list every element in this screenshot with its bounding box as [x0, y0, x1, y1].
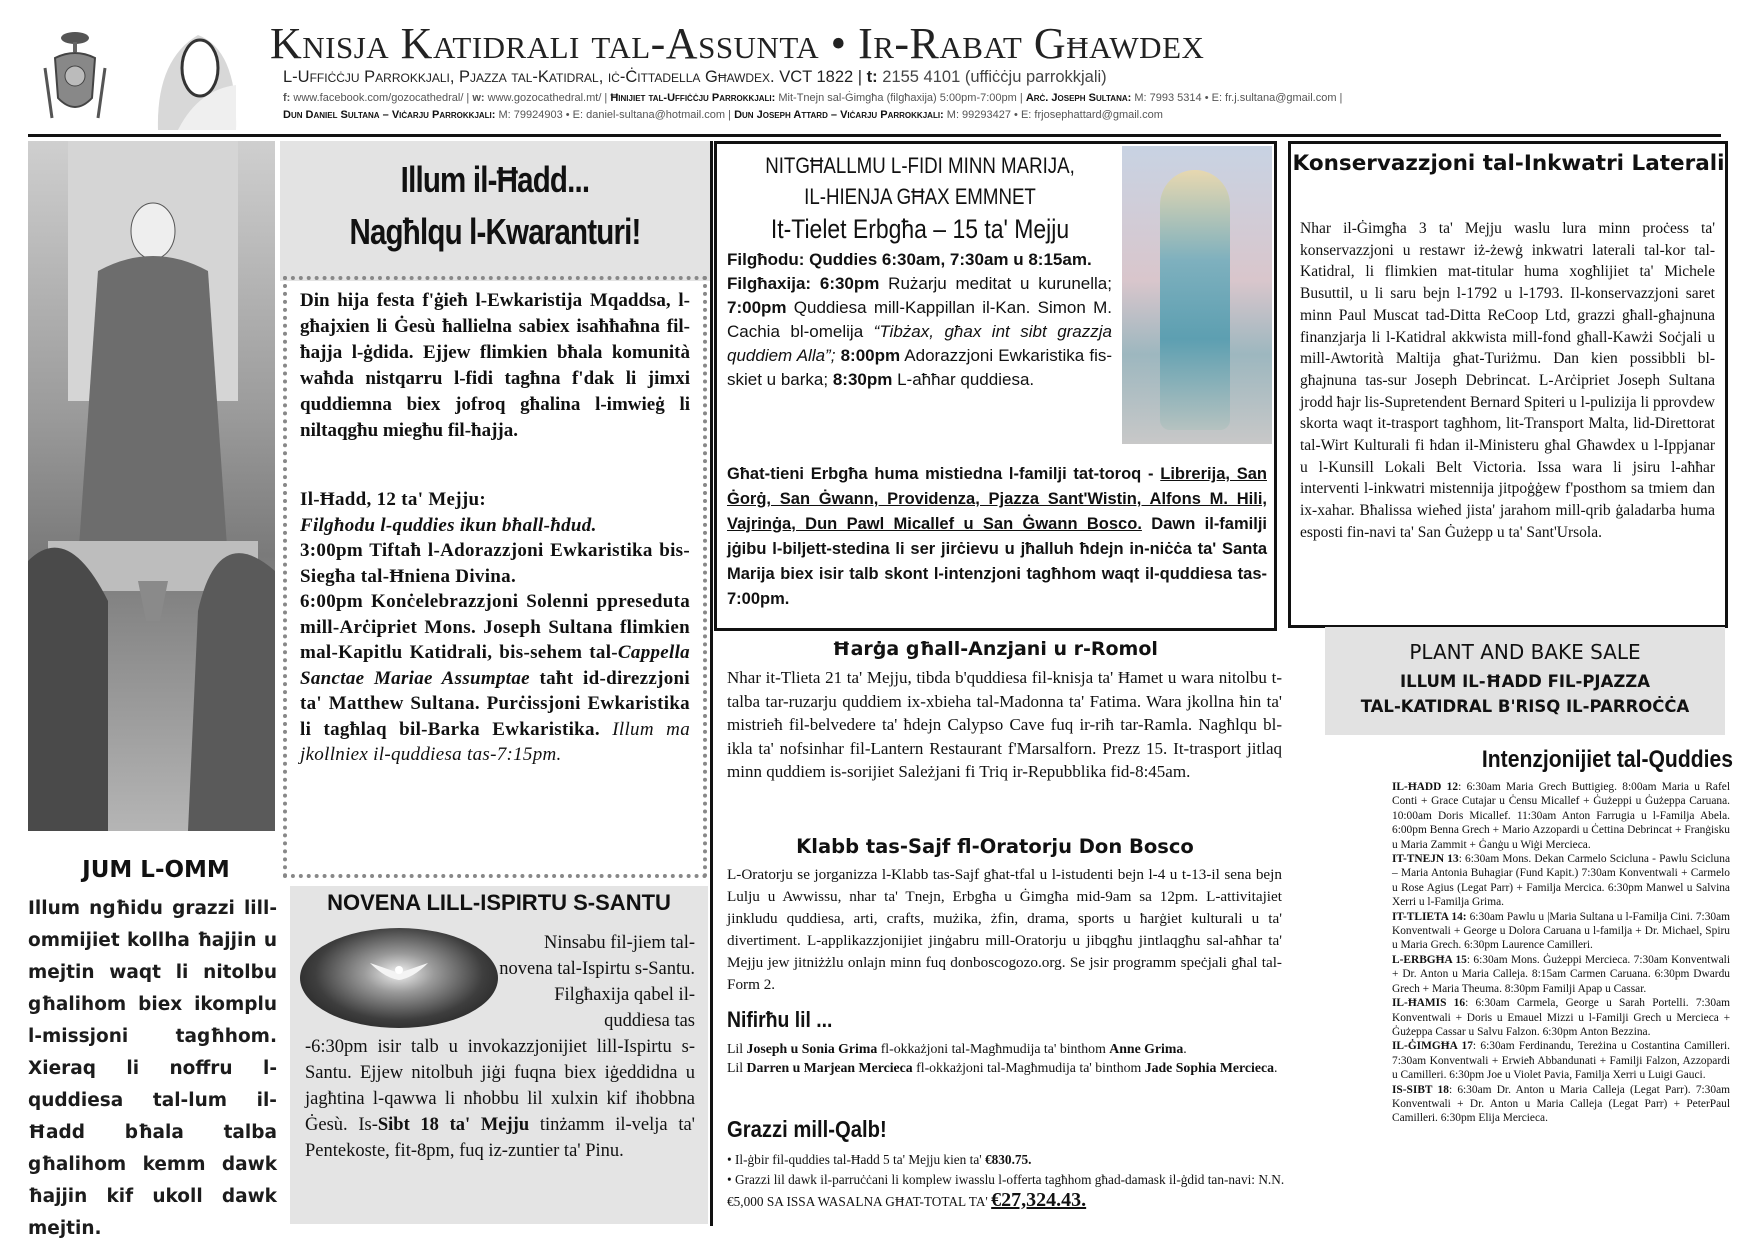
- intention-day: [1392, 1039, 1730, 1082]
- vicars-line: Dun Daniel Sultana – Viċarju Parrokkjali: M: 79924903 • E: daniel-sultana@hotmail.com | Dun Joseph Attard – Viċarju Parrokkjali: M: 99293427 • E: frjosephattard@gmail.com: [283, 109, 1163, 121]
- marija-invitation: [727, 462, 1267, 612]
- marija-date: It-Tielet Erbgħa – 15 ta' Mejju: [770, 214, 1070, 244]
- mass-text: Quddiesa mill-Kappillan il-Kan. Simon M. Cachia bl-omelija: [727, 298, 1112, 341]
- veiled-figure-icon: [138, 30, 256, 130]
- mass-intentions-title: Intenzjonijiet tal-Quddies: [1481, 746, 1733, 773]
- congrats-prefix: Lil: [727, 1041, 747, 1056]
- day-label: IL-ĠIMGĦA 17: [1392, 1040, 1473, 1053]
- kwaranturi-item-6pm: [300, 589, 690, 768]
- konservazzjoni-text: Nhar il-Ġimgħa 3 ta' Mejju waslu lura minn proċess ta' konservazzjoni u restawr iż-żewġ inkwatri laterali tal-kor tal-Katidral, li flimkien mat-titular huma xogħlijiet ta' Michele Busuttil, u li saru bejn l-1792 u l-1793. Il-konservazzjoni saret minn Paul Muscat tad-Ditta ReCoop Ltd, grazzi għall-għajnuna finanzjarja li l-Katidral akkwista mill-fond għall-Kawżi Soċjali u mill-Awtorità Maltija għat-Turiżmu. Dan kien possibbli bl-għajnuna tas-sur Joseph Debrincat. L-Arċipriet Joseph Sultana jrodd ħajr lis-Supretendent Bernard Spiteri u l-pulizija li pprovdew skorta waqt it-trasport tagħhom, lit-Transport Malta, lid-Direttorat tal-Wirt Kulturali fi ħdan il-Ministeru għal Għawdex u l-Ippjanar u l-Kunsill Lokali Belt Victoria. Issa wara li jsiru l-aħħar interventi l-inkwatri mistennija jitpoġġew f'posthom sa tmiem dan ix-xahar. Bħalissa wieħed jista' jarahom mill-qrib ġaladarba huma esposti fin-navi ta' San Ġużepp u ta' Sant'Ursola.: [1300, 220, 1715, 541]
- collection-amount: €830.75.: [984, 1152, 1032, 1167]
- congratulations-text: [727, 1040, 1287, 1077]
- vicar2-label: Dun Joseph Attard – Viċarju Parrokkjali:: [734, 109, 944, 121]
- kwaranturi-title: [319, 154, 672, 258]
- last-mass-text: L-aħħar quddiesa.: [892, 370, 1035, 389]
- child-name: Anne Grima: [1109, 1041, 1184, 1056]
- kwaranturi-item-3pm: 3:00pm Tiftaħ l-Adorazzjoni Ewkaristika bis-Siegħa tal-Ħniena Divina.: [300, 540, 690, 587]
- bishop-crest-icon: [40, 28, 110, 124]
- item-6pm-text: 6:00pm Konċelebrazzjoni Solenni ppreseduta mill-Arċipriet Mons. Joseph Sultana flimkien mal-Kapitlu Katidrali, bis-sehem tal-: [300, 591, 690, 663]
- web-icon: w:: [472, 92, 485, 104]
- outing-title: Ħarġa għall-Anzjani u r-Romol: [832, 638, 1158, 660]
- kwaranturi-date: Il-Ħadd, 12 ta' Mejju:: [300, 489, 487, 510]
- day-label: IL-ĦADD 12: [1392, 781, 1459, 793]
- vicar2-contact[interactable]: M: 99293427 • E: frjosephattard@gmail.com: [946, 109, 1163, 121]
- kwaranturi-morning-note: Filgħodu l-quddies ikun bħall-ħdud.: [300, 514, 597, 536]
- intention-day: [1392, 953, 1730, 996]
- time-800pm: 8:00pm: [835, 346, 901, 365]
- archpriest-label: Arċ. Joseph Sultana:: [1025, 92, 1132, 104]
- day-label: IT-TNEJN 13: [1392, 853, 1459, 866]
- header-divider: [28, 134, 1721, 137]
- congrats-item: Lil Joseph u Sonia Grima fl-okkażjoni tal-Magħmudija ta' binthom Anne Grima.: [727, 1041, 1187, 1056]
- marija-title: [750, 150, 1090, 246]
- day-intentions: : 6:30am Maria Grech Buttigieg. 8:00am Maria u Rafel Conti + Grace Cutajar u Ċensu Micallef + Ġużeppi u Ġużeppa Caruana. 10:00am Doris Micallef. 11:30am Anton Farrugia u l-Familja Abela. 6:00pm Benna Grech + Mario Azzopardi u Ċettina Debrincat + Franġisku u Maria Zammit + Ġanġu u Wiġi Mercieca.: [1392, 781, 1730, 851]
- kwaranturi-intro: Din hija festa f'ġieħ l-Ewkaristija Mqaddsa, l-għajxien li Ġesù ħallielna sabiex isaħħaħna fil-ħajja l-ġdida. Ejjew flimkien bħala komunità waħda nistqarru l-fidi tagħna f'dak li jimxi quddiemna biex jofroq għalina l-imwieġ li niltaqgħu miegħu fil-ħajja.: [300, 290, 690, 441]
- day-label: IS-SIBT 18: [1392, 1083, 1449, 1096]
- novena-text-end: tinżamm il-velja ta' Pentekoste, fit-8pm, fuq iz-zuntier ta' Pinu.: [305, 1115, 696, 1161]
- time-830pm: 8:30pm: [832, 370, 893, 389]
- intention-day: [1392, 780, 1730, 852]
- column-divider: [710, 141, 713, 1226]
- archpriest-contact[interactable]: M: 7993 5314 • E: fr.j.sultana@gmail.com: [1134, 92, 1337, 104]
- parents-names: Darren u Marjean Mercieca: [746, 1059, 913, 1075]
- day-intentions: : 6:30am Mons. Ġużeppi Mercieca. 7:30am Konventwali + Dr. Anton u Maria Calleja. 8:15am Carmen Caruana. 6:30pm Dwardu Grech + Maria Theuma. 8:30pm Familji Apap u Cassar.: [1392, 953, 1730, 995]
- marija-title-line2: IL-HIENJA GĦAX EMMNET: [804, 184, 1036, 209]
- phone-number[interactable]: 2155 4101 (uffiċċju parrokkjali): [882, 68, 1107, 86]
- thanks-title: Grazzi mill-Qalb!: [727, 1116, 887, 1142]
- morning-masses: Quddies 6:30am, 7:30am u 8:15am.: [809, 250, 1092, 269]
- day-label: IT-TLIETA 14:: [1392, 910, 1467, 923]
- invitation-text-2: Dawn il-familji jġibu l-biljett-stedina li ser jirċievu u jħalluh ħdejn in-niċċa ta' Santa Marija biex isir talb skont l-intenzjoni tagħhom waqt il-quddiesa tas-7:00pm.: [727, 515, 1267, 608]
- summer-club-text: L-Oratorju se jorganizza l-Klabb tas-Sajf għat-tfal u l-istudenti bejn l-4 u t-13-il sena bejn Lulju u Awwissu, nhar ta' Tnejn, Erbgħa u Ġimgħa mid-9am sa 12pm. L-attivitajiet jinkludu quddiesa, arti, crafts, mużika, żfin, drama, sports u ħarġiet kulturali u ta' divertiment. L-applikazzjonijiet jinġabru mill-Oratorju u jibqgħu jintlaqgħu sal-aħħar ta' Mejju jew jitniżżlu onlajn minn fuq donboscogozo.org. Se jsir programm speċjali għal tal-Form 2.: [727, 866, 1282, 993]
- mass-intentions-list: [1392, 780, 1730, 1126]
- church-title: Knisja Katidrali tal-Assunta • Ir-Rabat Għawdex: [270, 19, 1205, 68]
- marija-schedule: [727, 248, 1112, 392]
- day-intentions: 6:30am Pawlu u |Maria Sultana u l-Familja Cini. 7:30am Konventwali + George u Dolora Caruana u l-familja + Dr. Michael, Spiru u Maria Grech. 6:30pm Laurence Camilleri.: [1392, 910, 1730, 952]
- day-intentions: : 6:30am Dr. Anton u Maria Calleja (Legat Parr). 7:30am Konventwali + Dr. Anton u Maria Calleja (Legat Parr) + PeterPaul Camilleri. 6:30pm Elija Mercieca.: [1392, 1083, 1730, 1125]
- phone-label: t:: [866, 68, 878, 86]
- mothers-day-text: Illum ngħidu grazzi lill-ommijiet kollha ħajjin u mejtin waqt li nitolbu għalihom biex ikomplu l-missjoni tagħhom. Xieraq li noffru l-quddiesa tal-lum il-Ħadd bħala talba għalihom kemm dawk ħajjin kif ukoll dawk mejtin.: [28, 898, 277, 1239]
- intention-day: [1392, 852, 1730, 910]
- vicar1-label: Dun Daniel Sultana – Viċarju Parrokkjali:: [283, 109, 496, 121]
- day-intentions: : 6:30am Mons. Dekan Carmelo Scicluna - Pawlu Scicluna – Maria Antonia Buhagiar (Fund Kapit.) 7:30am Konventwali + Carmelo u Rose Agius (Legat Parr) + Familja Mercica. 6:30pm Manwel u Salvina Xerri u l-Familja Grima.: [1392, 853, 1731, 909]
- evening-label: Filgħaxija:: [727, 274, 812, 293]
- time-630pm: 6:30pm: [819, 274, 880, 293]
- day-label: IL-ĦAMIS 16: [1392, 997, 1466, 1010]
- kwaranturi-title-line2: Nagħlqu l-Kwaranturi!: [349, 211, 641, 252]
- vigil-date: Sibt 18 ta' Mejju: [377, 1115, 530, 1135]
- novena-text: [305, 1034, 695, 1164]
- outing-text: Nhar it-Tlieta 21 ta' Mejju, tibda b'quddiesa fil-knisja ta' Ħamet u wara nitolbu t-talba tar-ruzarju quddiem ix-xbieha tal-Madonna ta' Fatima. Wara jkollna ħin ta' mistrieħ fil-belvedere ta' ħdejn Calypso Cave fuq ir-riħ tar-Ramla. Nagħlqu bl-ikla ta' nofsinhar fil-Lantern Restaurant f'Marsalforn. Prezz 15. It-trasport jitlaq minn quddiem is-sorijiet Sależjani fi Triq ir-Repubblika fid-8:45am.: [727, 668, 1282, 781]
- congrats-item: Lil Darren u Marjean Mercieca fl-okkażjoni tal-Magħmudija ta' binthom Jade Sophia Mercieca.: [727, 1059, 1278, 1075]
- kwaranturi-schedule: [300, 487, 690, 768]
- rosary-text: Rużarju meditat u kurunella;: [879, 274, 1112, 293]
- bake-sale-line3: TAL-KATIDRAL B'RISQ IL-PARROĊĊA: [1360, 697, 1690, 716]
- novena-text-top: Ninsabu fil-jiem tal-novena tal-Ispirtu s-Santu. Filgħaxija qabel il-quddiesa tas: [499, 933, 695, 1031]
- collection-item: [727, 1150, 1287, 1170]
- statue-figure-icon: [1160, 170, 1230, 430]
- congrats-prefix: Lil: [727, 1059, 747, 1075]
- homily-title: “Tibżax, għax int sibt grazzja quddiem Alla”;: [727, 322, 1112, 365]
- invitation-text: Għat-tieni Erbgħa huma mistiedna l-familji tat-toroq -: [727, 465, 1161, 483]
- congratulations-title: Nifirħu lil ...: [727, 1007, 833, 1032]
- kwaranturi-title-line1: Illum il-Ħadd...: [400, 159, 590, 200]
- no-mass-note: Illum ma jkollniex il-quddiesa tas-7:15pm.: [300, 718, 690, 765]
- child-name: Jade Sophia Mercieca: [1144, 1059, 1274, 1075]
- donation-text: • Grazzi lil dawk il-parruċċani li komplew iwasslu l-offerta tagħhom għad-damask il-ġdid tan-navi: N.N. €5,000 SA ISSA WASALNA GĦAT-TOTAL TA': [727, 1172, 1285, 1209]
- novena-title: NOVENA LILL-ISPIRTU S-SANTU: [327, 890, 671, 915]
- time-700pm: 7:00pm: [727, 298, 787, 317]
- intention-day: [1392, 1083, 1730, 1126]
- intention-day: [1392, 910, 1730, 953]
- invited-streets: Librerija, San Ġorġ, San Ġwann, Providenza, Pjazza Sant'Wistin, Alfons M. Hili, Vajrinġa, Dun Pawl Micallef u San Ġwann Bosco.: [727, 465, 1267, 533]
- parents-names: Joseph u Sonia Grima: [746, 1041, 878, 1056]
- morning-label: Filgħodu:: [727, 250, 805, 269]
- website-link[interactable]: www.gozocathedral.mt/: [487, 92, 602, 104]
- office-hours: Mit-Tnejn sal-Ġimgħa (filgħaxija) 5:00pm-7:00pm: [778, 92, 1017, 104]
- summer-club-title: Klabb tas-Sajf fl-Oratorju Don Bosco: [796, 835, 1194, 858]
- facebook-link[interactable]: www.facebook.com/gozocathedral/: [293, 92, 464, 104]
- congrats-occasion: fl-okkażjoni tal-Magħmudija ta' binthom: [877, 1041, 1110, 1056]
- thanks-text: [727, 1150, 1287, 1212]
- day-intentions: : 6:30am Carmela, George u Sarah Portelli. 7:30am Konventwali + Doris u Emauel Mizzi u l-Familji Grech u Mercieca + Ġużeppa Cassar u Salvu Falzon. 6:30pm Anton Bezzina.: [1392, 997, 1730, 1038]
- choir-name: Cappella Sanctae Mariae Assumptae: [300, 642, 690, 689]
- marija-title-line1: NITGĦALLMU L-FIDI MINN MARIJA,: [765, 153, 1075, 178]
- vicar1-contact[interactable]: M: 79924903 • E: daniel-sultana@hotmail.com: [498, 109, 726, 121]
- collection-text: • Il-ġbir fil-quddies tal-Ħadd 5 ta' Mejju kien ta': [727, 1152, 985, 1167]
- novena-text-body: -6:30pm isir talb u invokazzjonijiet lill-Ispirtu s-Santu. Ejjew nitolbuh jiġi fuqna biex iġeddidna u jagħtina l-qawwa li nħobbu lil xulxin kif iħobbna Ġesù. Is-: [305, 1037, 695, 1135]
- day-label: L-ERBGĦA 15: [1392, 953, 1467, 966]
- congrats-occasion: fl-okkażjoni tal-Magħmudija ta' binthom: [912, 1059, 1145, 1075]
- bake-sale-title: PLANT AND BAKE SALE: [1409, 640, 1641, 664]
- donation-item: [727, 1170, 1287, 1212]
- last-supper-image: [28, 141, 275, 831]
- parish-office-address: L-Uffiċċju Parrokkjali, Pjazza tal-Katidral, iċ-Ċittadella Għawdex. VCT 1822 | t: 2155 4101 (uffiċċju parrokkjali): [283, 68, 1107, 86]
- contact-line: f: www.facebook.com/gozocathedral/ | w: www.gozocathedral.mt/ | Ħinijiet tal-Uffiċċju Parrokkjali: Mit-Tnejn sal-Ġimgħa (filgħaxija) 5:00pm-7:00pm | Arċ. Joseph Sultana: M: 7993 5314 • E: fr.j.sultana@gmail.com |: [283, 92, 1343, 104]
- facebook-icon: f:: [283, 92, 291, 104]
- intention-day: [1392, 996, 1730, 1039]
- day-intentions: : 6:30am Ferdinandu, Tereżina u Costantina Camilleri. 7:30am Konventwali + Erwieħ Abbandunati + Familji Falzon, Azzopardi u Camilleri. 6:30pm Joe u Violet Pavia, Familja Xerri u Luigi Gauci.: [1392, 1040, 1730, 1082]
- donation-total: €27,324.43.: [991, 1189, 1087, 1211]
- adoration-text: Adorazzjoni Ewkaristika fis-skiet u barka;: [727, 346, 1113, 389]
- bake-sale-line2: ILLUM IL-ĦADD FIL-PJAZZA: [1399, 672, 1651, 691]
- office-hours-label: Ħinijiet tal-Uffiċċju Parrokkjali:: [610, 92, 776, 104]
- item-6pm-text-2: taħt id-direzzjoni ta' Matthew Sultana. Purċissjoni Ewkaristika li tagħlaq bil-Barka Ewkaristika.: [300, 667, 690, 740]
- holy-spirit-dove-image: [300, 928, 498, 1028]
- mothers-day-title: JUM L-OMM: [82, 857, 230, 883]
- address-text: L-Uffiċċju Parrokkjali, Pjazza tal-Katidral, iċ-Ċittadella Għawdex. VCT 1822: [283, 68, 854, 86]
- konservazzjoni-title: Konservazzjoni tal-Inkwatri Laterali: [1292, 151, 1725, 176]
